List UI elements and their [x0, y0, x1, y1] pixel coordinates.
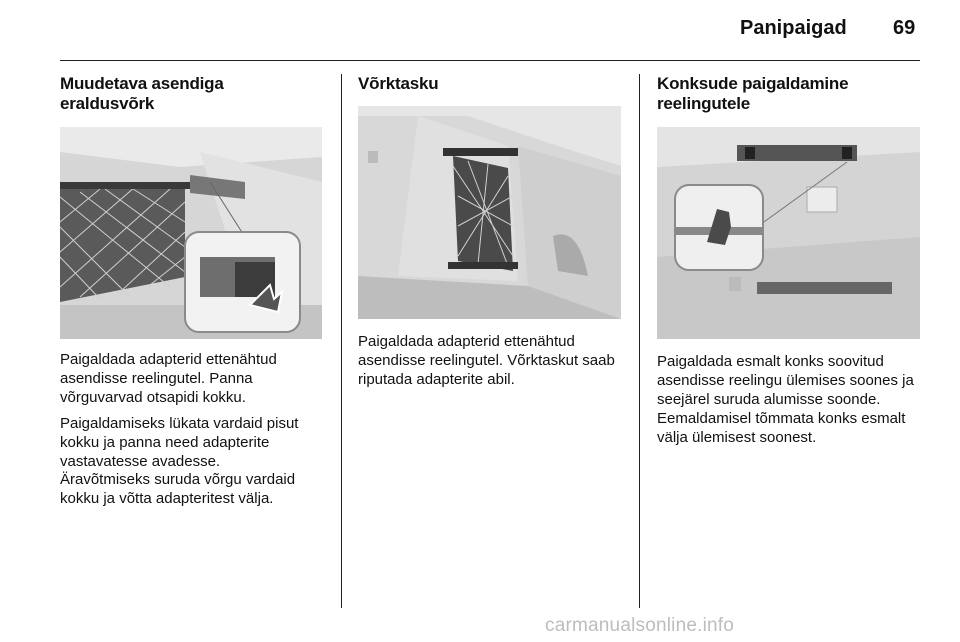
section-rail-hooks [657, 74, 921, 446]
page-number: 69 [893, 17, 916, 39]
paragraph: Äravõtmiseks suruda võrgu vardaid kokku ja võtta adapteritest välja. [60, 471, 296, 507]
heading-line: reelingutele [657, 94, 751, 113]
heading-line: Konksude paigaldamine [657, 74, 849, 93]
column-divider [639, 74, 640, 608]
section-net-pocket [358, 74, 623, 388]
paragraph: Paigaldada adapterid ettenähtud asendisse reelingutel. Võrktaskut saab riputada adapterite abil. [358, 333, 615, 388]
paragraph: Paigaldada esmalt konks soovitud asendisse reelingu ülemises soones ja seejärel suruda alumisse soonde. Eemaldamisel tõmmata konks esmalt välja ülemisest soonest. [657, 353, 914, 446]
paragraph: Paigaldada adapterid ettenähtud asendisse reelingutel. Panna võrguvarvad otsapidi kokku. [60, 351, 277, 406]
luggage-net-adapter-illustration [60, 127, 322, 339]
section-partition-net [60, 74, 330, 507]
heading-line: eraldusvõrk [60, 94, 155, 113]
column-divider [341, 74, 342, 608]
net-pocket-illustration [358, 106, 621, 319]
rail-hook-illustration [657, 127, 920, 339]
heading-line: Muudetava asendiga [60, 74, 224, 93]
section-heading [657, 74, 921, 114]
watermark: carmanualsonline.info [545, 615, 735, 636]
section-heading [60, 74, 330, 114]
page-title: Panipaigad [740, 17, 847, 39]
section-heading: Võrktasku [358, 74, 439, 93]
paragraph: Paigaldamiseks lükata vardaid pisut kokku ja panna need adapterite vastavatesse avadesse. [60, 415, 299, 470]
header-divider [60, 60, 920, 61]
page-header [0, 0, 960, 62]
